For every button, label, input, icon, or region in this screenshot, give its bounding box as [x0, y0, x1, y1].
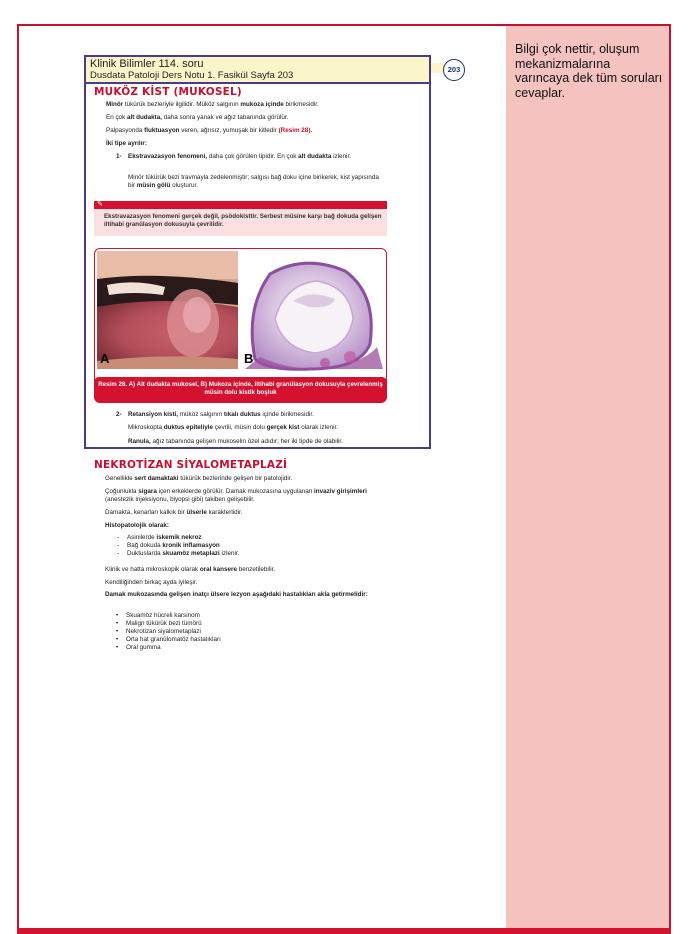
- differential-item: • Skuamöz hücreli karsinom: [112, 612, 221, 620]
- mukosel-types-heading: İki tipe ayrılır:: [106, 140, 147, 147]
- card-header: [86, 57, 429, 84]
- histology-image: [241, 251, 383, 369]
- histopathology-item: - Duktuslarda skuamöz metaplazi izlenir.: [113, 550, 239, 558]
- nekrotizan-paragraph-3: Damakta, kenarları kalkık bir ülserle karakterlidir.: [105, 509, 243, 516]
- figure-caption: Resim 28. A) Alt dudakta mukosel, B) Mukoza içinde, iltihabi granülasyon dokusuyla çevrelenmiş müsin dolu kistik boşluk: [94, 377, 387, 402]
- side-panel: [506, 26, 669, 928]
- figure-label-b: B: [244, 351, 254, 366]
- source-reference: Dusdata Patoloji Ders Notu 1. Fasikül Sayfa 203: [90, 70, 294, 81]
- section-title-nekrotizan: NEKROTİZAN SİYALOMETAPLAZİ: [94, 459, 288, 471]
- histopathology-list: [113, 534, 239, 558]
- mukosel-paragraph-3: Palpasyonda fluktuasyon veren, ağrısız, yumuşak bir kitledir (Resim 28).: [106, 127, 313, 134]
- differential-item: • Malign tükürük bezi tümörü: [112, 620, 221, 628]
- item-2-detail-1: Mikroskopta duktus epiteliyle çevrili, müsin dolu gerçek kist olarak izlenir.: [128, 424, 338, 431]
- differential-item: • Nekrotizan siyalometaplazi: [112, 628, 221, 636]
- note-strip: [94, 201, 387, 209]
- clinical-photo: [97, 251, 238, 369]
- side-note: Bilgi çok nettir, oluşum mekanizmalarına varıncaya dek tüm soruları cevaplar.: [515, 42, 663, 100]
- differential-item: • Oral gumma: [112, 644, 221, 652]
- section-title-mukosel: MUKÖZ KİST (MUKOSEL): [94, 86, 242, 98]
- histopathology-heading: Histopatolojik olarak:: [105, 522, 170, 529]
- source-question: Klinik Bilimler 114. soru: [90, 58, 204, 70]
- differential-item: • Orta hat granülomatöz hastalıkları: [112, 636, 221, 644]
- note-box: [94, 201, 387, 236]
- item-2-text: Retansiyon kisti, müköz salgının tıkalı duktus içinde birikmesidir.: [128, 411, 314, 418]
- nekrotizan-paragraph-6: Kendiliğinden birkaç ayda iyileşir.: [105, 579, 198, 586]
- mukosel-paragraph-2: En çok alt dudakta, daha sonra yanak ve ağız tabanında görülür.: [106, 114, 289, 121]
- differential-heading: Damak mukozasında gelişen inatçı ülsere lezyon aşağıdaki hastalıkları akla getirmelidir:: [105, 591, 368, 598]
- figure-label-a: A: [100, 351, 110, 366]
- note-text: Ekstravazasyon fenomeni gerçek değil, psödokisttir. Serbest müsine karşı bağ dokuda gelişen iltihabi granülasyon dokusuyla çevrilidir.: [104, 213, 382, 228]
- mukosel-paragraph-1: Minör tükürük bezleriyle ilgilidir. Müköz salgının mukoza içinde birikmesidir.: [106, 101, 319, 108]
- nekrotizan-paragraph-1: Genellikle sert damaktaki tükürük bezlerinde gelişen bir patolojidir.: [105, 475, 293, 482]
- histopathology-item: - Bağ dokuda kronik inflamasyon: [113, 542, 239, 550]
- histopathology-item: - Asinilerde iskemik nekroz: [113, 534, 239, 542]
- item-1-text: Ekstravazasyon fenomeni, daha çok görülen tipidir. En çok alt dudakta izlenir.: [128, 153, 351, 160]
- bottom-bar: [17, 928, 671, 934]
- page-number-badge: 203: [443, 59, 465, 81]
- differential-list: [112, 612, 221, 652]
- item-1-detail: Minör tükürük bezi travmayla zedelenmiştir; salgısı bağ doku içine birikerek, kist yapısında bir müsin gölü oluşturur.: [128, 174, 379, 189]
- item-2-detail-2: Ranula, ağız tabanında gelişen mukoselin özel adıdır; her iki tipde de olabilir.: [128, 438, 343, 445]
- item-1-number: 1-: [116, 153, 122, 160]
- nekrotizan-paragraph-5: Klinik ve hatta mikroskopik olarak oral kansere benzetilebilir.: [105, 566, 276, 573]
- pencil-icon: ✎: [97, 201, 103, 208]
- nekrotizan-paragraph-2: Çoğunlukla sigara içen erkeklerde görülür. Damak mukozasına uygulanan invaziv girişimleri (anestezik injeksiyonu, biyopsi gibi) takiben gelişebilir.: [105, 488, 367, 503]
- item-2-number: 2-: [116, 411, 122, 418]
